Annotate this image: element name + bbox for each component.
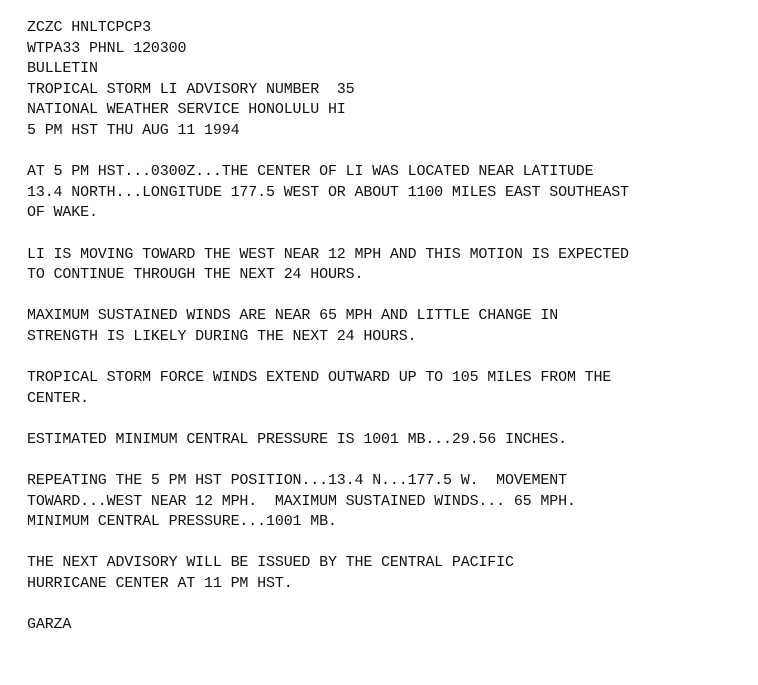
paragraph-line: LI IS MOVING TOWARD THE WEST NEAR 12 MPH AND THIS MOTION IS EXPECTED [27,245,629,263]
paragraph-winds [27,306,747,347]
paragraph-line: REPEATING THE 5 PM HST POSITION...13.4 N...177.5 W. MOVEMENT [27,472,567,490]
paragraph-line: THE NEXT ADVISORY WILL BE ISSUED BY THE CENTRAL PACIFIC [27,554,514,572]
paragraph-line: STRENGTH IS LIKELY DURING THE NEXT 24 HOURS. [27,327,417,345]
paragraph-location [27,162,747,224]
paragraph-line: CENTER. [27,389,89,407]
paragraph-line: MINIMUM CENTRAL PRESSURE...1001 MB. [27,513,337,531]
paragraph-next-advisory [27,553,747,594]
paragraph-line: TROPICAL STORM FORCE WINDS EXTEND OUTWARD UP TO 105 MILES FROM THE [27,369,612,387]
paragraph-pressure [27,430,747,451]
issuing-office-line: NATIONAL WEATHER SERVICE HONOLULU HI [27,101,346,119]
paragraph-wind-extent [27,368,747,409]
forecaster-signature: GARZA [27,616,72,634]
advisory-title-line: TROPICAL STORM LI ADVISORY NUMBER 35 [27,80,355,98]
paragraph-line: TOWARD...WEST NEAR 12 MPH. MAXIMUM SUSTAINED WINDS... 65 MPH. [27,492,576,510]
paragraph-motion [27,245,747,286]
paragraph-line: AT 5 PM HST...0300Z...THE CENTER OF LI WAS LOCATED NEAR LATITUDE [27,163,594,181]
paragraph-line: TO CONTINUE THROUGH THE NEXT 24 HOURS. [27,266,364,284]
product-id-line: WTPA33 PHNL 120300 [27,39,187,57]
paragraph-line: ESTIMATED MINIMUM CENTRAL PRESSURE IS 1001 MB...29.56 INCHES. [27,430,567,448]
wmo-header-line: ZCZC HNLTCPCP3 [27,19,151,36]
paragraph-line: HURRICANE CENTER AT 11 PM HST. [27,575,293,593]
paragraph-line: OF WAKE. [27,204,98,222]
advisory-header [27,18,747,142]
signature-block [27,615,747,636]
paragraph-line: MAXIMUM SUSTAINED WINDS ARE NEAR 65 MPH AND LITTLE CHANGE IN [27,307,559,325]
bulletin-line: BULLETIN [27,60,98,78]
paragraph-repeat-summary [27,471,747,533]
advisory-document [27,18,747,636]
issue-time-line: 5 PM HST THU AUG 11 1994 [27,121,240,139]
paragraph-line: 13.4 NORTH...LONGITUDE 177.5 WEST OR ABOUT 1100 MILES EAST SOUTHEAST [27,183,629,201]
